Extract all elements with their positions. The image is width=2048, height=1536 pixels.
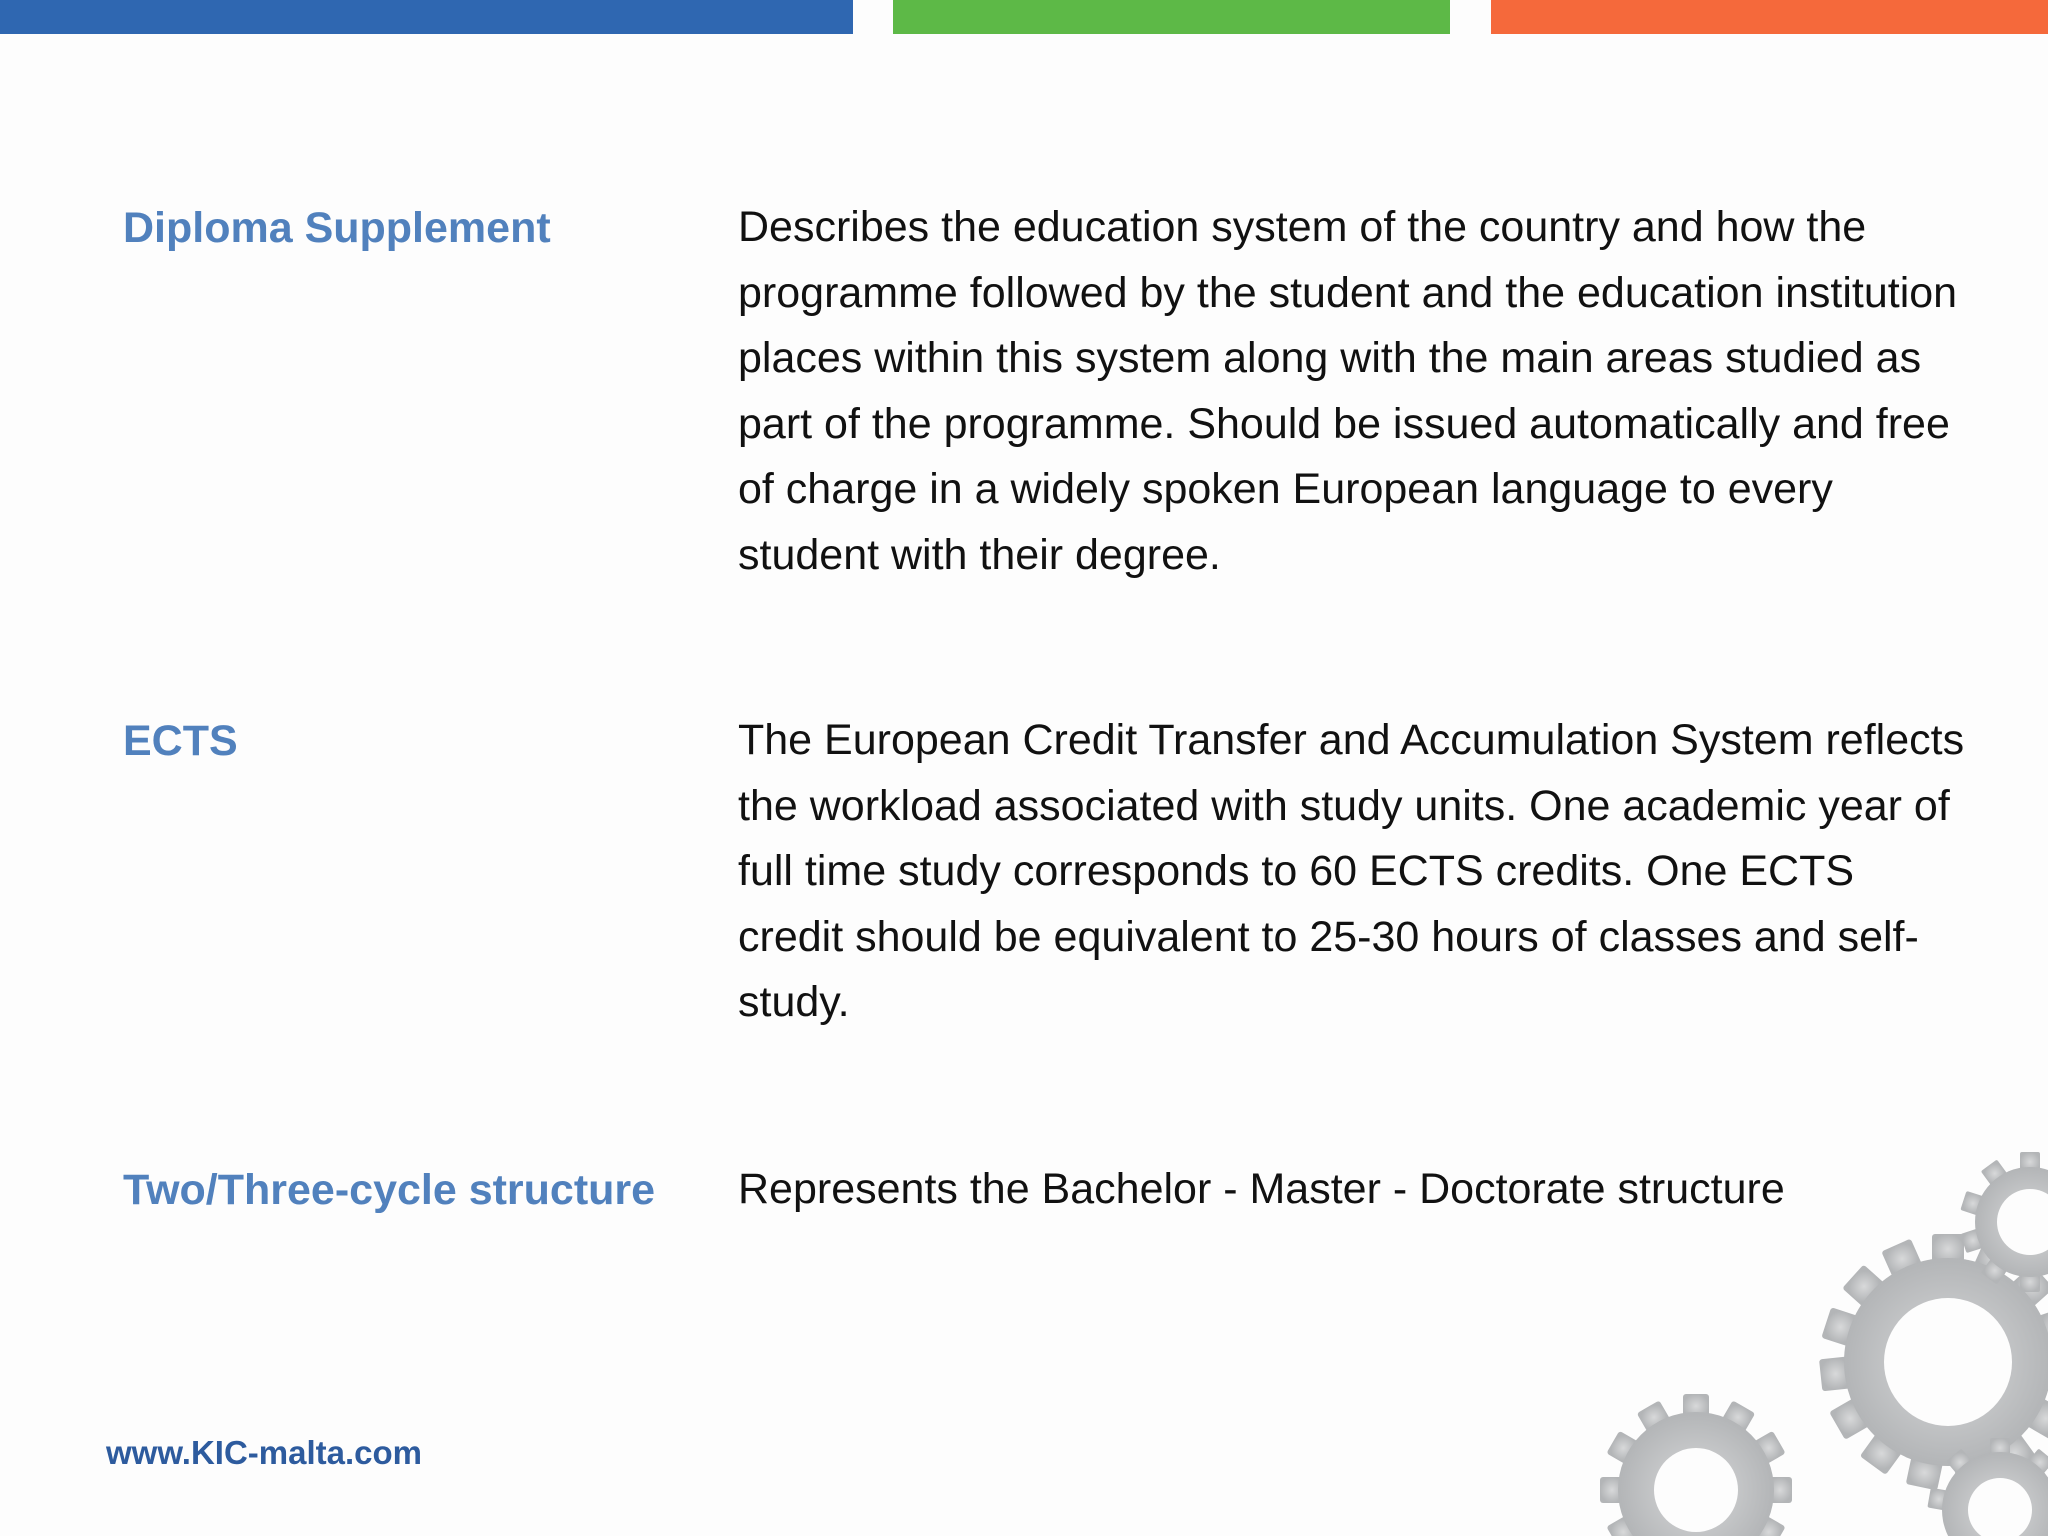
- header-bar-orange: [1491, 0, 2048, 34]
- gears-icon: [1560, 1140, 2048, 1536]
- header-bar-green: [893, 0, 1450, 34]
- term-cycle-structure: Two/Three-cycle structure: [123, 1166, 656, 1214]
- footer-website-link[interactable]: www.KIC-malta.com: [106, 1434, 422, 1471]
- definition-cycle-structure: Represents the Bachelor - Master - Doctorate structure: [738, 1165, 1785, 1213]
- header-bar-blue: [0, 0, 853, 34]
- term-ects: ECTS: [123, 717, 238, 765]
- definition-ects: The European Credit Transfer and Accumulation System reflects the workload associated with study units. One academic year of full time study corresponds to 60 ECTS credits. One ECTS credit should be equivalent to 25-30 hours of classes and self-study.: [738, 716, 1965, 1026]
- term-diploma-supplement: Diploma Supplement: [123, 204, 551, 252]
- definition-diploma-supplement: Describes the education system of the country and how the programme followed by the student and the education institution places within this system along with the main areas studied as part of the programme. Should be issued automatically and free of charge in a widely spoken European language to every student with their degree.: [738, 203, 1958, 579]
